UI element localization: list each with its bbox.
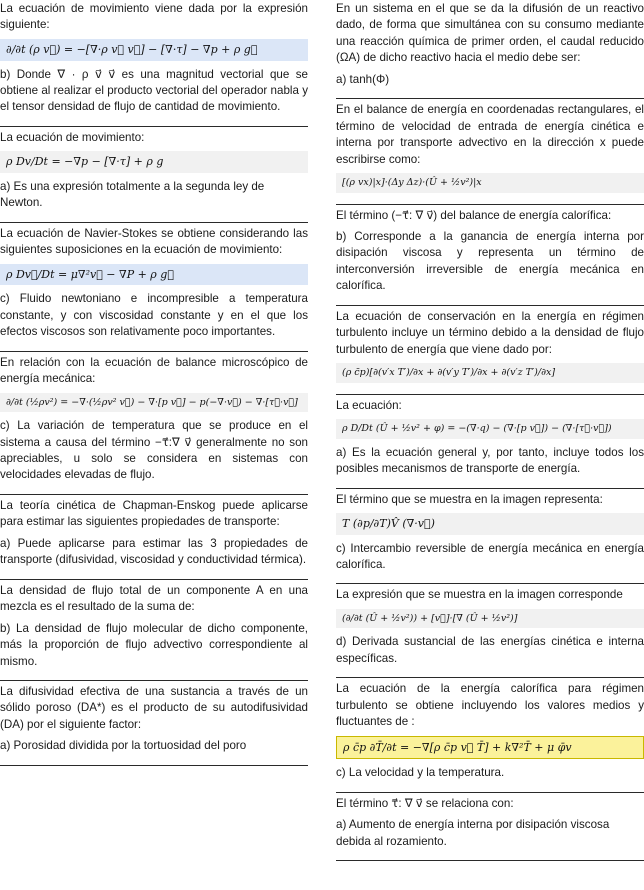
- question-block: [336, 584, 644, 678]
- question-block: [0, 223, 308, 352]
- question-block: [336, 793, 644, 861]
- answer-text: d) Derivada sustancial de las energías cinética e interna específicas.: [336, 635, 644, 665]
- answer-text: c) Intercambio reversible de energía mecánica en energía calorífica.: [336, 541, 644, 572]
- question-block: [0, 495, 308, 580]
- equation-image: ρ D/Dt (Û + ½v² + φ) = −(∇·q) − (∇·[p v⃗]) − (∇·[τ⃗·v⃗]): [336, 419, 644, 438]
- question-text: La ecuación de movimiento viene dada por la expresión siguiente:: [0, 2, 308, 32]
- question-block: [0, 580, 308, 681]
- question-block: [0, 127, 308, 223]
- question-block: [336, 205, 644, 306]
- equation-image: ρ Dv⃗/Dt = μ∇²v⃗ − ∇P + ρ g⃗: [0, 264, 308, 286]
- answer-text: b) La densidad de flujo molecular de dicho componente, más la proporción de flujo advectivo correspondiente al mismo.: [0, 621, 308, 668]
- left-column: [0, 0, 308, 766]
- question-text: El término τ⃗: ∇ v⃗ se relaciona con:: [336, 796, 514, 810]
- question-block: [0, 352, 308, 495]
- question-block: [336, 99, 644, 204]
- question-block: [336, 678, 644, 792]
- question-text: En el balance de energía en coordenadas rectangulares, el término de velocidad de entrada de energía cinética e interna por transporte advectivo en la dirección x puede escribirse como:: [336, 103, 644, 166]
- answer-text: a) Porosidad dividida por la tortuosidad del poro: [0, 739, 247, 753]
- question-block: [336, 489, 644, 585]
- question-text: La ecuación:: [336, 398, 402, 412]
- question-text: La densidad de flujo total de un componente A en una mezcla es el resultado de la suma de:: [0, 583, 308, 614]
- question-block: [336, 395, 644, 489]
- question-text: La expresión que se muestra en la imagen corresponde: [336, 588, 623, 602]
- question-block: [0, 1, 308, 127]
- equation-image: ∂/∂t (ρ v⃗) = −[∇·ρ v⃗ v⃗] − [∇·τ] − ∇p + ρ g⃗: [0, 39, 308, 61]
- question-text: La ecuación de movimiento:: [0, 130, 145, 144]
- answer-text: b) Donde ∇ · ρ v⃗ v⃗ es una magnitud vectorial que se obtiene al realizar el producto vectorial del operador nabla y el tensor densidad de flujo de cantidad de movimiento.: [0, 67, 308, 114]
- answer-text: c) Fluido newtoniano e incompresible a temperatura constante, y con viscosidad constante y en el que los efectos viscosos son relativamente poco importantes.: [0, 292, 308, 339]
- question-block: [336, 306, 644, 395]
- answer-text: a) Es una expresión totalmente a la segunda ley de Newton.: [0, 179, 265, 210]
- answer-text: a) Puede aplicarse para estimar las 3 propiedades de transporte (difusividad, viscosidad y conductividad térmica).: [0, 536, 308, 567]
- answer-text: a) Es la ecuación general y, por tanto, incluye todos los posibles mecanismos de transporte de energía.: [336, 445, 644, 476]
- question-text: El término (−τ⃗: ∇ v⃗) del balance de energía calorífica:: [336, 208, 612, 222]
- question-text: La ecuación de la energía calorífica para régimen turbulento se obtiene incluyendo los valores medios y fluctuantes de :: [336, 682, 644, 729]
- question-text: La ecuación de conservación en la energía en régimen turbulento incluye un término debido a la densidad de flujo turbulento de energía que viene dado por:: [336, 309, 644, 356]
- question-block: [0, 681, 308, 766]
- question-text: El término que se muestra en la imagen representa:: [336, 492, 603, 506]
- answer-text: c) La variación de temperatura que se produce en el sistema a causa del término −τ⃗:∇ v⃗ generalmente no son apreciables, u solo se considera en sistemas con velocidades elevadas de flujo.: [0, 419, 308, 482]
- question-text: En relación con la ecuación de balance microscópico de energía mecánica:: [0, 355, 308, 386]
- equation-image: (ρ c̄p)[∂(v′x T′)/∂x + ∂(v′y T′)/∂x + ∂(v′z T′)/∂x]: [336, 363, 644, 382]
- equation-image: ρ c̄p ∂T̄/∂t = −∇[ρ c̄p v⃗ T̄] + k∇²T̄ + μ φ̄v: [336, 736, 644, 760]
- equation-image: T (∂p/∂T)V̂ (∇·v⃗): [336, 513, 644, 535]
- equation-image: ρ Dv/Dt = −∇p − [∇·τ] + ρ g: [0, 151, 308, 173]
- question-text: En un sistema en el que se da la difusión de un reactivo dado, de forma que simultánea con su consumo mediante una reacción química de primer orden, el caudal reducido (ΩA) de dicho reactivo hacia el medio debe ser:: [336, 2, 644, 65]
- equation-image: [(ρ vx)|x]·(Δy Δz)·(Û + ½v²)|x: [336, 173, 644, 192]
- answer-text: a) tanh(Φ): [336, 72, 390, 86]
- answer-text: b) Corresponde a la ganancia de energía interna por disipación viscosa y representa un término de interconversión irreversible de energía mecánica en calorífica.: [336, 230, 644, 293]
- answer-text: a) Aumento de energía interna por disipación viscosa debida al rozamiento.: [336, 818, 610, 848]
- question-text: La ecuación de Navier-Stokes se obtiene considerando las siguientes suposiciones en la ecuación de movimiento:: [0, 226, 308, 257]
- right-column: [336, 0, 644, 861]
- equation-image: ∂/∂t (½ρv²) = −∇·(½ρv² v⃗) − ∇·[p v⃗] − p(−∇·v⃗) − ∇·[τ⃗·v⃗]: [0, 393, 308, 412]
- question-text: La difusividad efectiva de una sustancia a través de un sólido poroso (DA*) es el producto de su autodifusividad (DA) por el siguiente factor:: [0, 685, 308, 731]
- question-block: [336, 1, 644, 99]
- equation-image: (∂/∂t (Û + ½v²)) + [v⃗]·[∇ (Û + ½v²)]: [336, 609, 644, 628]
- answer-text: c) La velocidad y la temperatura.: [336, 766, 505, 780]
- question-text: La teoría cinética de Chapman-Enskog puede aplicarse para estimar las siguientes propiedades de transporte:: [0, 498, 308, 529]
